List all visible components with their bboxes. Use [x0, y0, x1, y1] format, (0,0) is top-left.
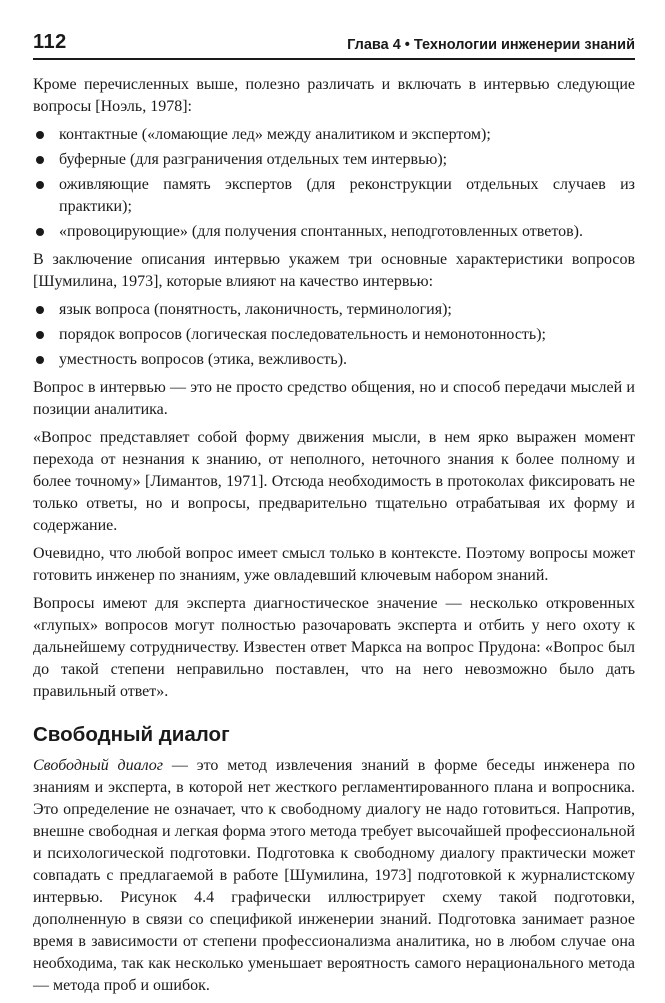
defined-term: Свободный диалог [33, 757, 164, 774]
paragraph-free-dialogue-text: — это метод извлечения знаний в форме беседы инженера по знаниям и эксперта, в которой нет жесткого регламентированного плана и вопросника. Это определение не означает, что к свободному диалогу не надо готовиться. Напротив, внешне свободная и легкая форма этого метода требует высочайшей профессиональной и психологической подготовки. Подготовка к свободному диалогу практически может совпадать с предлагаемой в работе [Шумилина, 1973] подготовкой к журналистскому интервью. Рисунок 4.4 графически иллюстрирует схему такой подготовки, дополненную в связи со спецификой инженерии знаний. Подготовка занимает разное время в зависимости от степени профессионализма аналитика, но в любом случае она необходима, так как несколько уменьшает вероятность самого нерационального метода — метода проб и ошибок. [33, 757, 635, 994]
list-item-text: язык вопроса (понятность, лаконичность, терминология); [59, 301, 452, 318]
list-item [33, 349, 635, 371]
list-item [33, 221, 635, 243]
list-item-text: контактные («ломающие лед» между аналитиком и экспертом); [59, 126, 491, 143]
list-item-text: оживляющие память экспертов (для реконструкции отдельных случаев из практики); [59, 176, 635, 215]
bullet-icon [36, 228, 44, 236]
paragraph-quote-limantov: «Вопрос представляет собой форму движения мысли, в нем ярко выражен момент перехода от незнания к знанию, от неполного, неточного знания к более полному и более точному» [Лимантов, 1971]. Отсюда необходимость в протоколах фиксировать не только ответы, но и вопросы, предварительно тщательно отрабатывая их форму и содержание. [33, 429, 635, 534]
bullet-icon [36, 331, 44, 339]
list-item [33, 299, 635, 321]
bullet-icon [36, 156, 44, 164]
list-item [33, 124, 635, 146]
list-item-text: буферные (для разграничения отдельных тем интервью); [59, 151, 448, 168]
paragraph-intro: Кроме перечисленных выше, полезно различать и включать в интервью следующие вопросы [Ноэль, 1978]: [33, 76, 635, 115]
page-number: 112 [33, 31, 67, 53]
question-characteristics-list [33, 299, 635, 371]
paragraph-free-dialogue [33, 755, 635, 997]
chapter-title: Глава 4 • Технологии инженерии знаний [347, 37, 635, 53]
paragraph-diagnostic: Вопросы имеют для эксперта диагностическое значение — несколько откровенных «глупых» вопросов могут полностью разочаровать эксперта и отбить у него охоту к дальнейшему сотрудничеству. Известен ответ Маркса на вопрос Прудона: «Вопрос был до такой степени неправильно поставлен, что на него невозможно было дать правильный ответ». [33, 595, 635, 700]
running-header [33, 28, 635, 60]
paragraph-characteristics: В заключение описания интервью укажем три основные характеристики вопросов [Шумилина, 1973], которые влияют на качество интервью: [33, 251, 635, 290]
section-heading: Свободный диалог [33, 723, 230, 746]
bullet-icon [36, 306, 44, 314]
paragraph-context: Очевидно, что любой вопрос имеет смысл только в контексте. Поэтому вопросы может готовить инженер по знаниям, уже овладевший ключевым набором знаний. [33, 545, 635, 584]
list-item-text: «провоцирующие» (для получения спонтанных, неподготовленных ответов). [59, 223, 583, 240]
list-item [33, 324, 635, 346]
bullet-icon [36, 181, 44, 189]
list-item-text: уместность вопросов (этика, вежливость). [59, 351, 348, 368]
question-types-list [33, 124, 635, 243]
list-item [33, 149, 635, 171]
bullet-icon [36, 131, 44, 139]
paragraph-question-role: Вопрос в интервью — это не просто средство общения, но и способ передачи мыслей и позиции аналитика. [33, 379, 635, 418]
bullet-icon [36, 356, 44, 364]
list-item-text: порядок вопросов (логическая последовательность и немонотонность); [59, 326, 546, 343]
list-item [33, 174, 635, 218]
page-body [33, 74, 635, 1003]
